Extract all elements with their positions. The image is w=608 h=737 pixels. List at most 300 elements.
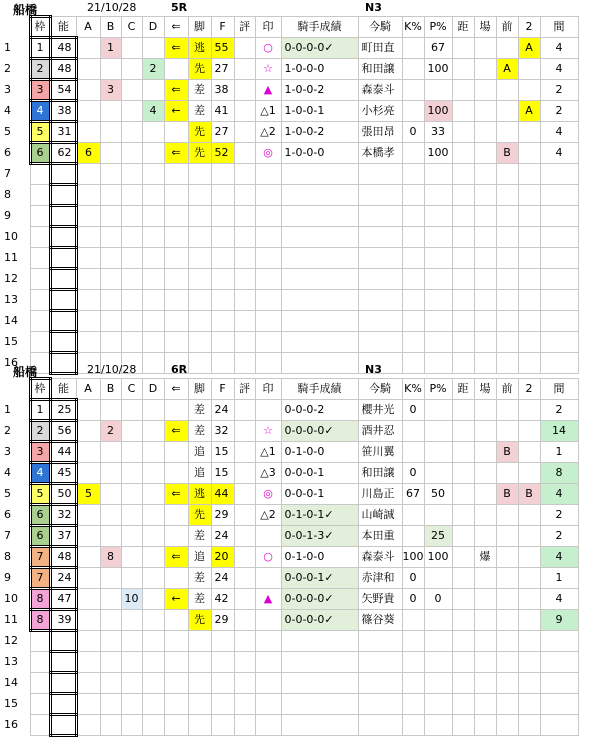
empty-cell [358, 332, 402, 353]
empty-cell [424, 715, 452, 736]
row-number: 6 [4, 146, 11, 159]
waku-cell: 4 [30, 463, 50, 484]
empty-cell [211, 227, 234, 248]
row-number: 10 [4, 230, 18, 243]
empty-cell [474, 715, 496, 736]
f-cell: 24 [211, 526, 234, 547]
kan1-cell: 4 [540, 547, 578, 568]
kyaku-cell: 逃 [188, 484, 211, 505]
mae-cell: B [496, 143, 518, 164]
empty-cell [424, 227, 452, 248]
mae-cell: A [496, 59, 518, 80]
b-cell: 1 [100, 38, 121, 59]
k-pct-cell: 0 [402, 568, 424, 589]
mark-cell: △2 [255, 505, 281, 526]
jockey-cell: 山崎誠 [358, 505, 402, 526]
empty-cell [424, 185, 452, 206]
empty-cell [358, 227, 402, 248]
empty-cell [402, 164, 424, 185]
empty-cell [402, 248, 424, 269]
nou-cell: 48 [50, 59, 76, 80]
place-cell [474, 484, 496, 505]
nou-cell: 45 [50, 463, 76, 484]
row-number: 12 [4, 272, 18, 285]
empty-cell [234, 185, 255, 206]
p-pct-cell: 50 [424, 484, 452, 505]
kyaku-cell: 先 [188, 610, 211, 631]
empty-cell [255, 332, 281, 353]
empty-row [0, 652, 578, 673]
empty-cell [188, 652, 211, 673]
empty-cell [121, 206, 142, 227]
row-number: 12 [4, 634, 18, 647]
empty-cell [100, 311, 121, 332]
empty-cell [281, 269, 358, 290]
empty-cell [30, 269, 50, 290]
k-pct-cell [402, 80, 424, 101]
empty-cell [188, 332, 211, 353]
c-cell [121, 59, 142, 80]
empty-cell [402, 631, 424, 652]
a-cell [76, 400, 100, 421]
hyo-cell [234, 101, 255, 122]
empty-cell [402, 652, 424, 673]
row-number: 1 [4, 41, 11, 54]
column-header: 評 [234, 379, 255, 400]
jockey-record-cell: 1-0-0-2 [281, 122, 358, 143]
waku-cell: 5 [30, 122, 50, 143]
a-cell [76, 80, 100, 101]
arrow-cell: ⇐ [164, 143, 188, 164]
hyo-cell [234, 59, 255, 80]
empty-cell [234, 631, 255, 652]
b-cell [100, 526, 121, 547]
empty-cell [474, 185, 496, 206]
jockey-cell: 川島正 [358, 484, 402, 505]
c-cell [121, 547, 142, 568]
b-cell [100, 442, 121, 463]
f-cell: 27 [211, 59, 234, 80]
row-number: 13 [4, 293, 18, 306]
empty-cell [402, 227, 424, 248]
empty-cell [121, 185, 142, 206]
mae-cell: B [496, 484, 518, 505]
empty-cell [211, 631, 234, 652]
k-pct-cell [402, 442, 424, 463]
dist-cell [452, 122, 474, 143]
column-header: ⇐ [164, 379, 188, 400]
row-number: 14 [4, 314, 18, 327]
empty-row [0, 227, 578, 248]
column-header: P% [424, 17, 452, 38]
c-cell: 10 [121, 589, 142, 610]
empty-cell [255, 311, 281, 332]
empty-cell [211, 673, 234, 694]
track-name: 船橋 [13, 365, 38, 379]
empty-cell [234, 652, 255, 673]
column-header: A [76, 379, 100, 400]
waku-cell: 4 [30, 101, 50, 122]
empty-cell [121, 332, 142, 353]
dist-cell [452, 421, 474, 442]
a-cell [76, 589, 100, 610]
header-row [0, 17, 578, 38]
empty-cell [188, 185, 211, 206]
f-cell: 20 [211, 547, 234, 568]
c-cell [121, 101, 142, 122]
column-header: D [142, 17, 164, 38]
empty-cell [164, 290, 188, 311]
empty-cell [142, 185, 164, 206]
empty-cell [424, 631, 452, 652]
b-cell: 8 [100, 547, 121, 568]
c-cell [121, 421, 142, 442]
d-cell: 4 [142, 101, 164, 122]
p-pct-cell: 67 [424, 38, 452, 59]
jockey-record-cell: 0-1-0-0 [281, 442, 358, 463]
empty-cell [142, 631, 164, 652]
empty-cell [358, 185, 402, 206]
arrow-cell [164, 526, 188, 547]
jockey-record-cell: 1-0-0-1 [281, 101, 358, 122]
empty-row [0, 631, 578, 652]
empty-cell [452, 332, 474, 353]
f-cell: 44 [211, 484, 234, 505]
empty-cell [100, 269, 121, 290]
empty-cell [496, 631, 518, 652]
empty-cell [121, 248, 142, 269]
empty-cell [164, 332, 188, 353]
mark-cell: △1 [255, 442, 281, 463]
empty-cell [100, 673, 121, 694]
ni-cell: A [518, 38, 540, 59]
dist-cell [452, 59, 474, 80]
empty-cell [188, 715, 211, 736]
empty-cell [50, 673, 76, 694]
b-cell: 3 [100, 80, 121, 101]
row-number: 5 [4, 487, 11, 500]
waku-cell: 1 [30, 38, 50, 59]
nou-cell: 56 [50, 421, 76, 442]
mae-cell [496, 122, 518, 143]
kyaku-cell: 先 [188, 122, 211, 143]
column-header: 今騎 [358, 17, 402, 38]
race-number: 5R [171, 1, 188, 14]
dist-cell [452, 610, 474, 631]
mae-cell [496, 589, 518, 610]
empty-row [0, 311, 578, 332]
empty-cell [424, 311, 452, 332]
empty-cell [474, 248, 496, 269]
f-cell: 29 [211, 505, 234, 526]
empty-cell [234, 206, 255, 227]
a-cell [76, 122, 100, 143]
p-pct-cell: 0 [424, 589, 452, 610]
mae-cell [496, 568, 518, 589]
a-cell [76, 38, 100, 59]
ni-cell [518, 421, 540, 442]
d-cell [142, 526, 164, 547]
column-header: P% [424, 379, 452, 400]
empty-cell [142, 311, 164, 332]
horse-row [0, 59, 578, 80]
arrow-cell [164, 463, 188, 484]
jockey-record-cell: 0-0-0-0✓ [281, 589, 358, 610]
k-pct-cell: 100 [402, 547, 424, 568]
jockey-cell: 櫻井光 [358, 400, 402, 421]
row-number: 6 [4, 508, 11, 521]
race-table [0, 377, 579, 737]
ni-cell: B [518, 484, 540, 505]
empty-cell [358, 290, 402, 311]
jockey-cell: 森泰斗 [358, 547, 402, 568]
empty-cell [211, 185, 234, 206]
empty-cell [211, 652, 234, 673]
header-blank [0, 17, 30, 38]
empty-cell [518, 290, 540, 311]
p-pct-cell [424, 505, 452, 526]
mark-cell [255, 610, 281, 631]
b-cell [100, 505, 121, 526]
empty-cell [424, 332, 452, 353]
empty-cell [281, 332, 358, 353]
empty-cell [121, 227, 142, 248]
column-header: 距 [452, 379, 474, 400]
empty-cell [121, 311, 142, 332]
b-cell [100, 568, 121, 589]
place-cell [474, 80, 496, 101]
empty-cell [50, 652, 76, 673]
mae-cell [496, 101, 518, 122]
c-cell [121, 568, 142, 589]
arrow-cell: ⇐ [164, 484, 188, 505]
empty-cell [188, 631, 211, 652]
hyo-cell [234, 589, 255, 610]
empty-cell [496, 694, 518, 715]
p-pct-cell [424, 421, 452, 442]
header-blank [0, 379, 30, 400]
place-cell [474, 505, 496, 526]
f-cell: 24 [211, 400, 234, 421]
column-header: 騎手成績 [281, 379, 358, 400]
empty-cell [281, 694, 358, 715]
ni-cell [518, 59, 540, 80]
empty-cell [452, 694, 474, 715]
a-cell [76, 59, 100, 80]
column-header: 前 [496, 17, 518, 38]
nou-cell: 38 [50, 101, 76, 122]
empty-cell [30, 311, 50, 332]
row-number: 9 [4, 571, 11, 584]
row-number: 11 [4, 251, 18, 264]
empty-cell [211, 311, 234, 332]
row-number: 16 [4, 718, 18, 731]
mae-cell [496, 505, 518, 526]
kan1-cell: 4 [540, 484, 578, 505]
empty-cell [100, 164, 121, 185]
race-date: 21/10/28 [87, 363, 137, 376]
place-cell [474, 589, 496, 610]
empty-cell [281, 631, 358, 652]
kan1-cell: 9 [540, 610, 578, 631]
hyo-cell [234, 547, 255, 568]
empty-row [0, 290, 578, 311]
empty-cell [281, 185, 358, 206]
arrow-cell [164, 442, 188, 463]
horse-row [0, 143, 578, 164]
nou-cell: 47 [50, 589, 76, 610]
place-cell [474, 463, 496, 484]
empty-cell [30, 715, 50, 736]
column-header: 今騎 [358, 379, 402, 400]
empty-cell [76, 652, 100, 673]
empty-cell [142, 206, 164, 227]
p-pct-cell [424, 568, 452, 589]
column-header: F [211, 379, 234, 400]
jockey-record-cell: 1-0-0-2 [281, 80, 358, 101]
kan1-cell: 4 [540, 589, 578, 610]
empty-cell [234, 248, 255, 269]
row-number: 7 [4, 529, 11, 542]
empty-cell [142, 248, 164, 269]
empty-cell [281, 248, 358, 269]
row-number: 15 [4, 335, 18, 348]
hyo-cell [234, 122, 255, 143]
empty-cell [30, 290, 50, 311]
p-pct-cell [424, 463, 452, 484]
empty-cell [211, 164, 234, 185]
empty-cell [474, 164, 496, 185]
mae-cell: B [496, 442, 518, 463]
arrow-cell [164, 568, 188, 589]
race-class: N3 [365, 1, 382, 14]
ni-cell [518, 610, 540, 631]
waku-cell: 2 [30, 421, 50, 442]
mae-cell [496, 400, 518, 421]
p-pct-cell: 100 [424, 547, 452, 568]
column-header: 騎手成績 [281, 17, 358, 38]
empty-cell [121, 631, 142, 652]
empty-row [0, 206, 578, 227]
f-cell: 52 [211, 143, 234, 164]
empty-cell [402, 290, 424, 311]
k-pct-cell [402, 610, 424, 631]
empty-cell [402, 715, 424, 736]
c-cell [121, 143, 142, 164]
place-cell [474, 101, 496, 122]
p-pct-cell [424, 80, 452, 101]
arrow-cell: ← [164, 589, 188, 610]
d-cell [142, 505, 164, 526]
jockey-cell: 和田譲 [358, 463, 402, 484]
f-cell: 15 [211, 463, 234, 484]
empty-cell [255, 164, 281, 185]
p-pct-cell: 100 [424, 101, 452, 122]
a-cell [76, 505, 100, 526]
empty-cell [518, 206, 540, 227]
empty-cell [452, 185, 474, 206]
dist-cell [452, 442, 474, 463]
dist-cell [452, 505, 474, 526]
empty-cell [76, 227, 100, 248]
empty-cell [255, 269, 281, 290]
kan1-cell: 2 [540, 526, 578, 547]
empty-row [0, 332, 578, 353]
empty-cell [540, 290, 578, 311]
waku-cell: 3 [30, 80, 50, 101]
empty-row [0, 694, 578, 715]
empty-cell [211, 269, 234, 290]
horse-row [0, 505, 578, 526]
hyo-cell [234, 400, 255, 421]
empty-cell [164, 185, 188, 206]
row-number: 13 [4, 655, 18, 668]
d-cell: 2 [142, 59, 164, 80]
f-cell: 27 [211, 122, 234, 143]
dist-cell [452, 400, 474, 421]
empty-cell [402, 269, 424, 290]
empty-cell [402, 185, 424, 206]
empty-cell [402, 332, 424, 353]
empty-cell [474, 311, 496, 332]
a-cell [76, 526, 100, 547]
empty-cell [452, 164, 474, 185]
empty-cell [30, 652, 50, 673]
kyaku-cell: 差 [188, 526, 211, 547]
empty-row [0, 269, 578, 290]
dist-cell [452, 568, 474, 589]
empty-cell [255, 631, 281, 652]
empty-cell [100, 715, 121, 736]
f-cell: 29 [211, 610, 234, 631]
nou-cell: 48 [50, 38, 76, 59]
ni-cell: A [518, 101, 540, 122]
row-number: 15 [4, 697, 18, 710]
column-header: ⇐ [164, 17, 188, 38]
kyaku-cell: 差 [188, 568, 211, 589]
nou-cell: 48 [50, 547, 76, 568]
b-cell [100, 610, 121, 631]
k-pct-cell [402, 143, 424, 164]
empty-cell [540, 673, 578, 694]
empty-cell [76, 694, 100, 715]
b-cell [100, 59, 121, 80]
empty-cell [50, 694, 76, 715]
empty-cell [100, 185, 121, 206]
d-cell [142, 80, 164, 101]
waku-cell: 6 [30, 143, 50, 164]
empty-cell [281, 206, 358, 227]
horse-row [0, 122, 578, 143]
empty-cell [255, 652, 281, 673]
empty-cell [50, 715, 76, 736]
empty-cell [452, 715, 474, 736]
empty-cell [121, 715, 142, 736]
ni-cell [518, 122, 540, 143]
empty-cell [234, 290, 255, 311]
hyo-cell [234, 568, 255, 589]
f-cell: 32 [211, 421, 234, 442]
waku-cell: 6 [30, 526, 50, 547]
row-number: 16 [4, 356, 18, 369]
arrow-cell: ⇐ [164, 80, 188, 101]
nou-cell: 54 [50, 80, 76, 101]
empty-cell [540, 248, 578, 269]
empty-cell [402, 206, 424, 227]
waku-cell: 7 [30, 547, 50, 568]
b-cell: 2 [100, 421, 121, 442]
empty-cell [142, 227, 164, 248]
